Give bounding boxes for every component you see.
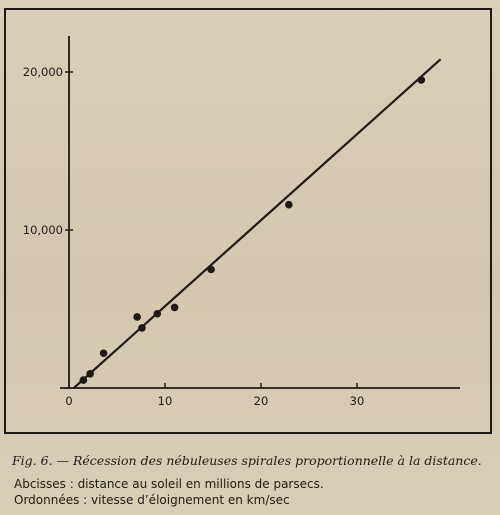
data-point — [154, 310, 162, 318]
x-tick-label: 30 — [349, 394, 365, 408]
x-tick-label: 10 — [157, 394, 173, 408]
regression-line — [74, 59, 441, 388]
y-tick-label: 10,000 — [22, 223, 63, 237]
ordinate-note: Ordonnées : vitesse d’éloignement en km/sec — [14, 493, 290, 507]
data-point — [86, 370, 94, 378]
axis-ticks — [23, 65, 365, 408]
data-point — [100, 349, 108, 357]
data-point — [138, 324, 146, 332]
abscissa-note: Abcisses : distance au soleil en millions de parsecs. — [14, 477, 324, 491]
data-point — [285, 201, 293, 209]
data-point — [171, 304, 179, 312]
figure-caption: Fig. 6. — Récession des nébuleuses spirales proportionnelle à la distance. — [12, 453, 482, 468]
x-tick-label: 0 — [65, 394, 73, 408]
data-point — [80, 376, 88, 384]
y-tick-label: 20,000 — [22, 65, 63, 79]
x-tick-label: 20 — [253, 394, 269, 408]
data-point — [133, 313, 141, 321]
data-point — [207, 266, 215, 274]
data-point — [418, 76, 426, 84]
